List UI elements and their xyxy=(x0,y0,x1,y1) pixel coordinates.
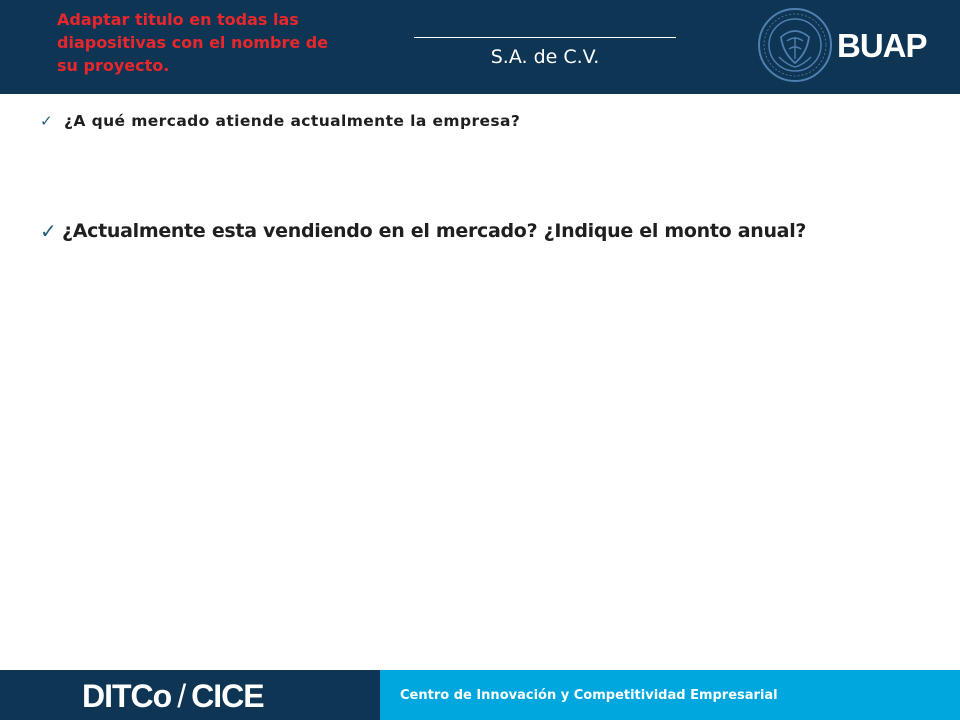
question-market xyxy=(40,112,520,130)
checkmark-icon: ✓ xyxy=(40,219,57,243)
logo-separator: / xyxy=(177,678,186,714)
footer-tagline: Centro de Innovación y Competitividad Empresarial xyxy=(400,688,778,703)
question-text: ¿A qué mercado atiende actualmente la empresa? xyxy=(64,112,521,130)
header-bar xyxy=(0,0,960,94)
question-text: ¿Actualmente esta vendiendo en el mercado? ¿Indique el monto anual? xyxy=(62,220,807,242)
company-name-blank xyxy=(414,24,676,38)
footer-logo xyxy=(82,676,264,716)
question-sales xyxy=(40,219,806,243)
checkmark-icon: ✓ xyxy=(40,112,53,130)
instruction-note: Adaptar titulo en todas las diapositivas con el nombre de su proyecto. xyxy=(57,10,329,75)
ditco-logo: DITCo xyxy=(82,678,172,714)
cice-logo: CICE xyxy=(191,678,264,714)
university-seal-icon xyxy=(757,7,833,83)
company-suffix: S.A. de C.V. xyxy=(490,46,600,68)
brand-wordmark: BUAP xyxy=(837,27,927,64)
company-title xyxy=(400,24,690,68)
